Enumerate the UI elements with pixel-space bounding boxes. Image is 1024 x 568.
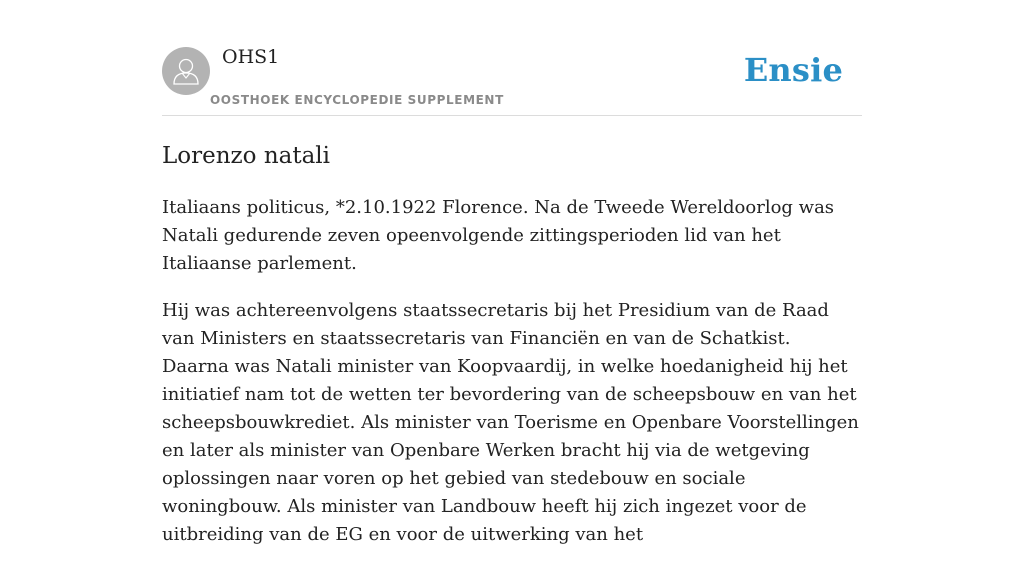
author-link[interactable]: OHS1 <box>222 46 280 68</box>
article-title: Lorenzo natali <box>162 143 331 169</box>
article-page <box>162 0 862 568</box>
article-paragraph: Italiaans politicus, *2.10.1922 Florence. Na de Tweede Wereldoorlog was Natali gedurende zeven opeenvolgende zittingsperioden lid van het Italiaanse parlement. <box>162 197 835 274</box>
article-header <box>162 0 862 116</box>
source-label[interactable]: OOSTHOEK ENCYCLOPEDIE SUPPLEMENT <box>210 93 504 107</box>
article-body <box>162 194 862 549</box>
article-paragraph: Hij was achtereenvolgens staatssecretaris bij het Presidium van de Raad van Ministers en staatssecretaris van Financiën en van de Schatkist. Daarna was Natali minister van Koopvaardij, in welke hoedanigheid hij het initiatief nam tot de wetten ter bevordering van de scheepsbouw en van het scheepsbouwkrediet. Als minister van Toerisme en Openbare Voorstellingen en later als minister van Openbare Werken bracht hij via de wetgeving oplossingen naar voren op het gebied van stedebouw en sociale woningbouw. Als minister van Landbouw heeft hij zich ingezet voor de uitbreiding van de EG en voor de uitwerking van het <box>162 300 859 545</box>
user-avatar-icon[interactable] <box>162 47 210 95</box>
ensie-logo[interactable]: Ensie <box>743 51 843 89</box>
